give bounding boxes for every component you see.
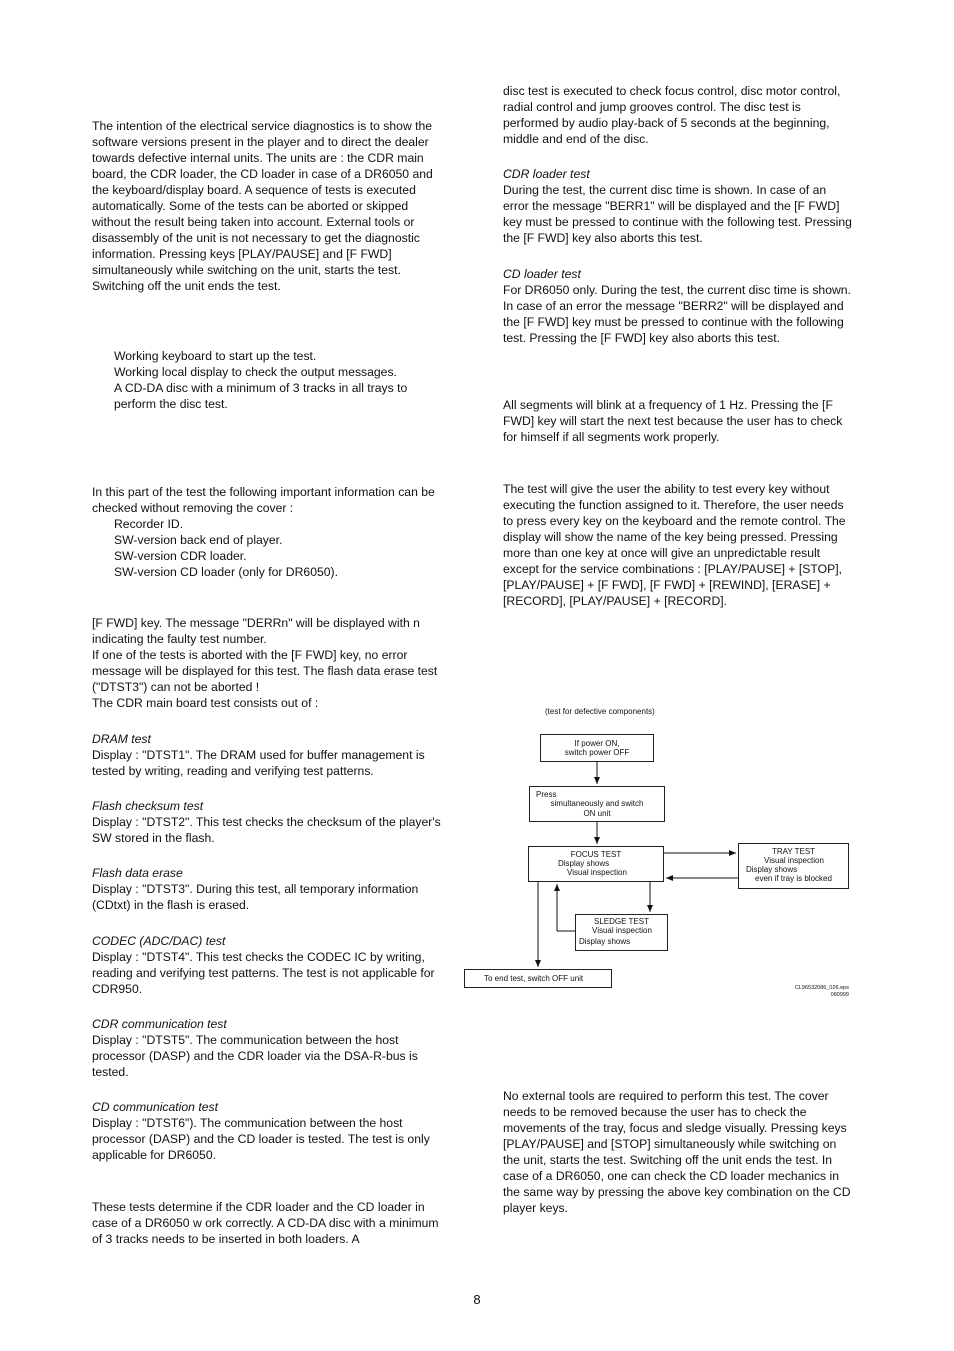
sledge-title: SLEDGE TEST [594,917,649,926]
abort-paragraph: If one of the tests is aborted with the [F FWD] key, no error message will be displayed for this test. The flash data erase test ("DTST3") can not be aborted ! [92,648,438,694]
intro-paragraph: The intention of the electrical service diagnostics is to show the software versions present in the player and to direct the dealer towards defective internal units. The units are : the CDR main board, the CDR loader, the CD loader in case of a DR6050 and the keyboard/display board. A sequence of tests is executed automatically. Some of the tests can be aborted or skipped without the result being taken into account. External tools or disassembly of the unit is not necessary to get the diagnostic information. Pressing keys [PLAY/PAUSE] and [F FWD] simultaneously while switching on the unit, starts the test. Switching off the unit ends the test. [92,119,433,293]
test-body: Display : "DTST5". The communication between the host processor (DASP) and the CDR loader via the DSA-R-bus is tested. [92,1033,418,1079]
focus-visual: Visual inspection [567,868,627,877]
test-title: Flash data erase [92,866,183,880]
figure-ref-line-2: 080999 [830,992,849,998]
test-body: Display : "DTST4". This test checks the CODEC IC by writing, reading and verifying test patterns. The test is not applicable for CDR950. [92,950,435,996]
ffwd-paragraph: [F FWD] key. The message "DERRn" will be displayed with n indicating the faulty test number. [92,616,420,646]
power-line-1: If power ON, [574,739,620,748]
tray-visual: Visual inspection [764,856,824,865]
requirement-item: Working local display to check the output messages. [114,365,397,379]
end-label: To end test, switch OFF unit [484,974,584,983]
page-number: 8 [473,1292,481,1307]
info-item: SW-version CD loader (only for DR6050). [114,565,338,579]
test-body: Display : "DTST1". The DRAM used for buffer management is tested by writing, reading and verifying test patterns. [92,748,425,778]
requirement-item: A CD-DA disc with a minimum of 3 tracks in all trays to perform the disc test. [114,381,408,411]
press-line-3: ON unit [583,809,611,818]
mechanics-paragraph: No external tools are required to perform this test. The cover needs to be removed because the user has to check the movements of the tray, focus and sledge visually. Pressing keys [PLAY/PAUSE] and [STOP] simultaneously while switching on the unit, starts the test. Switching off the unit ends the test. In case of a DR6050, one can check the CD loader mechanics in the same way by pressing the above key combination on the CD player keys. [503,1089,851,1215]
test-title: CDR loader test [503,167,590,181]
press-line-2: simultaneously and switch [550,799,644,808]
focus-title: FOCUS TEST [570,850,622,859]
figure-reference [760,985,849,999]
tray-title: TRAY TEST [771,847,816,856]
tray-test-box [738,843,849,889]
test-title: CD communication test [92,1100,218,1114]
tray-blocked: even if tray is blocked [755,874,832,883]
info-item: SW-version CDR loader. [114,549,247,563]
test-body: For DR6050 only. During the test, the current disc time is shown. In case of an error the message "BERR2" will be displayed and the [F FWD] key must be pressed to continue with the following test. Pressing the [F FWD] key also aborts this test. [503,283,851,345]
disc-test-paragraph: disc test is executed to check focus control, disc motor control, radial control and jump grooves control. The disc test is performed by audio play-back of 5 seconds at the beginning, middle and end of the disc. [503,84,841,146]
disc-intro: These tests determine if the CDR loader and the CD loader in case of a DR6050 w ork correctly. A CD-DA disc with a minimum of 3 tracks needs to be inserted in both loaders. A [92,1200,439,1246]
keys-paragraph: The test will give the user the ability to test every key without executing the function assigned to it. Therefore, the user needs to press every key on the keyboard and the remote control. The display will show the name of the key being pressed. Pressing more than one key at once will give an unpredictable result except for the service combinations : [PLAY/PAUSE] + [STOP], [PLAY/PAUSE] + [F FWD], [F FWD] + [REWIND], [ERASE] + [RECORD], [PLAY/PAUSE] + [RECORD]. [503,482,846,608]
flowchart-caption: (test for defective components) [545,707,655,716]
sledge-display: Display shows [579,937,631,946]
sledge-visual: Visual inspection [592,926,652,935]
test-body: Display : "DTST3". During this test, all temporary information (CDtxt) in the flash is erased. [92,882,419,912]
consists-line: The CDR main board test consists out of : [92,696,319,710]
test-body: Display : "DTST6"). The communication between the host processor (DASP) and the CD loader is tested. The test is only applicable for DR6050. [92,1116,430,1162]
press-line-1: Press [536,790,557,799]
figure-ref-line-1: CL96532086_026.eps [794,985,849,991]
segments-paragraph: All segments will blink at a frequency of 1 Hz. Pressing the [F FWD] key will start the next test because the user has to check for himself if all segments work properly. [503,398,843,444]
requirement-item: Working keyboard to start up the test. [114,349,317,363]
sledge-test-box [575,914,668,951]
power-line-2: switch power OFF [564,748,630,757]
test-title: CODEC (ADC/DAC) test [92,934,226,948]
power-off-box [540,734,654,762]
info-item: SW-version back end of player. [114,533,283,547]
test-title: CDR communication test [92,1017,227,1031]
end-test-box [464,969,612,988]
test-body: During the test, the current disc time is shown. In case of an error the message "BERR1" will be displayed and the [F FWD] key must be pressed to continue with the following test. Pressing the [F FWD] key also aborts this test. [503,183,852,245]
focus-display: Display shows [558,859,610,868]
test-body: Display : "DTST2". This test checks the checksum of the player's SW stored in the flash. [92,815,441,845]
test-title: DRAM test [92,732,151,746]
info-item: Recorder ID. [114,517,184,531]
press-keys-box [529,786,665,822]
test-title: Flash checksum test [92,799,204,813]
info-intro: In this part of the test the following important information can be checked without removing the cover : [92,485,435,515]
tray-display: Display shows [746,865,798,874]
focus-test-box [528,846,664,882]
test-title: CD loader test [503,267,581,281]
